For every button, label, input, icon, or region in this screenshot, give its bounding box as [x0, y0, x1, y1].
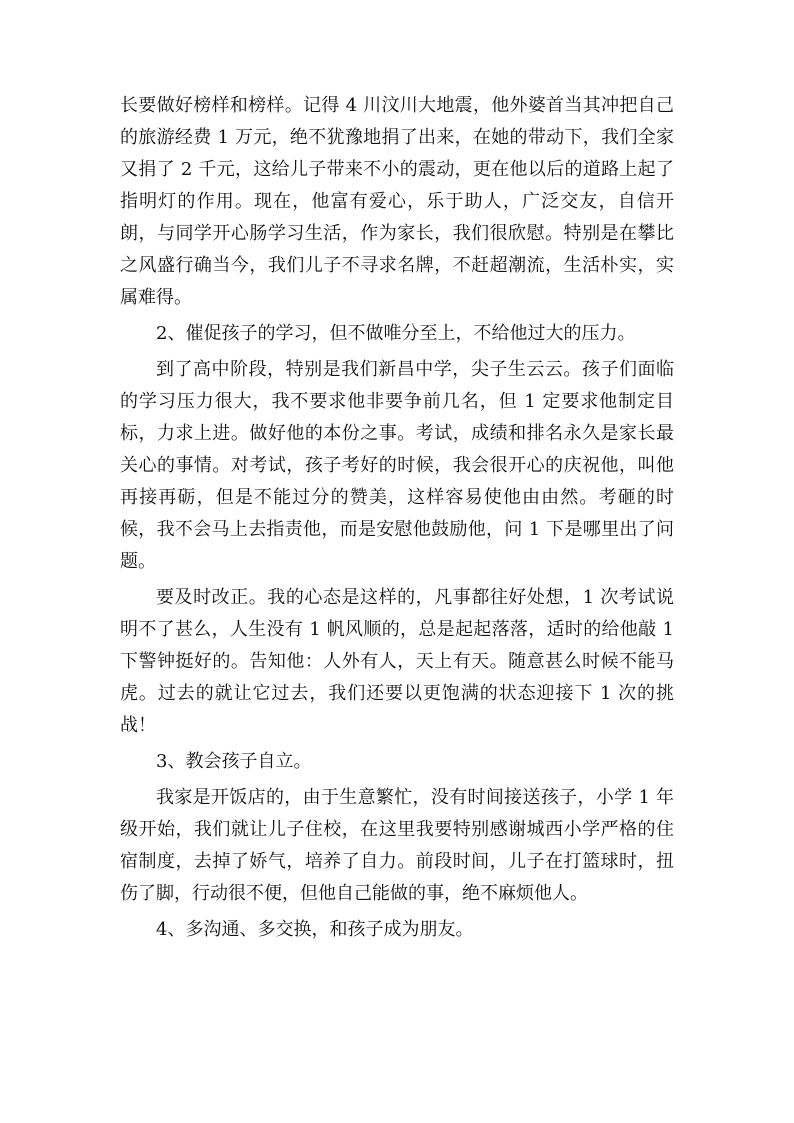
- body-paragraph: 到了高中阶段，特别是我们新昌中学，尖子生云云。孩子们面临的学习压力很大，我不要求他非要争前几名，但 1 定要求他制定目标，力求上进。做好他的本份之事。考试，成绩和排名永久是家长最关心的事情。对考试，孩子考好的时候，我会很开心的庆祝他，叫他再接再砺，但是不能过分的赞美，这样容易使他由由然。考砸的时候，我不会马上去指责他，而是安慰他鼓励他，问 1 下是哪里出了问题。: [120, 359, 674, 572]
- body-paragraph: 我家是开饭店的，由于生意繁忙，没有时间接送孩子，小学 1 年级开始，我们就让儿子住校，在这里我要特别感谢城西小学严格的住宿制度，去掉了娇气，培养了自力。前段时间，儿子在打篮球时，扭伤了脚，行动很不便，但他自己能做的事，绝不麻烦他人。: [120, 787, 674, 904]
- body-paragraph: 长要做好榜样和榜样。记得 4 川汶川大地震，他外婆首当其冲把自己的旅游经费 1 万元，绝不犹豫地捐了出来，在她的带动下，我们全家又捐了 2 千元，这给儿子带来不小的震动，更在他以后的道路上起了指明灯的作用。现在，他富有爱心，乐于助人，广泛交友，自信开朗，与同学开心肠学习生活，作为家长，我们很欣慰。特别是在攀比之风盛行确当今，我们儿子不寻求名牌，不赶超潮流，生活朴实，实属难得。: [120, 95, 674, 308]
- document-page: [120, 90, 674, 950]
- body-paragraph: 要及时改正。我的心态是这样的，凡事都往好处想，1 次考试说明不了甚么，人生没有 1 帆风顺的，总是起起落落，适时的给他敲 1 下警钟挺好的。告知他：人外有人，天上有天。随意甚么时候不能马虎。过去的就让它过去，我们还要以更饱满的状态迎接下 1 次的挑战！: [120, 587, 674, 736]
- section-heading: 2、催促孩子的学习，但不做唯分至上，不给他过大的压力。: [156, 323, 636, 344]
- section-heading: 3、教会孩子自立。: [156, 751, 312, 772]
- section-heading: 4、多沟通、多交换，和孩子成为朋友。: [156, 919, 474, 940]
